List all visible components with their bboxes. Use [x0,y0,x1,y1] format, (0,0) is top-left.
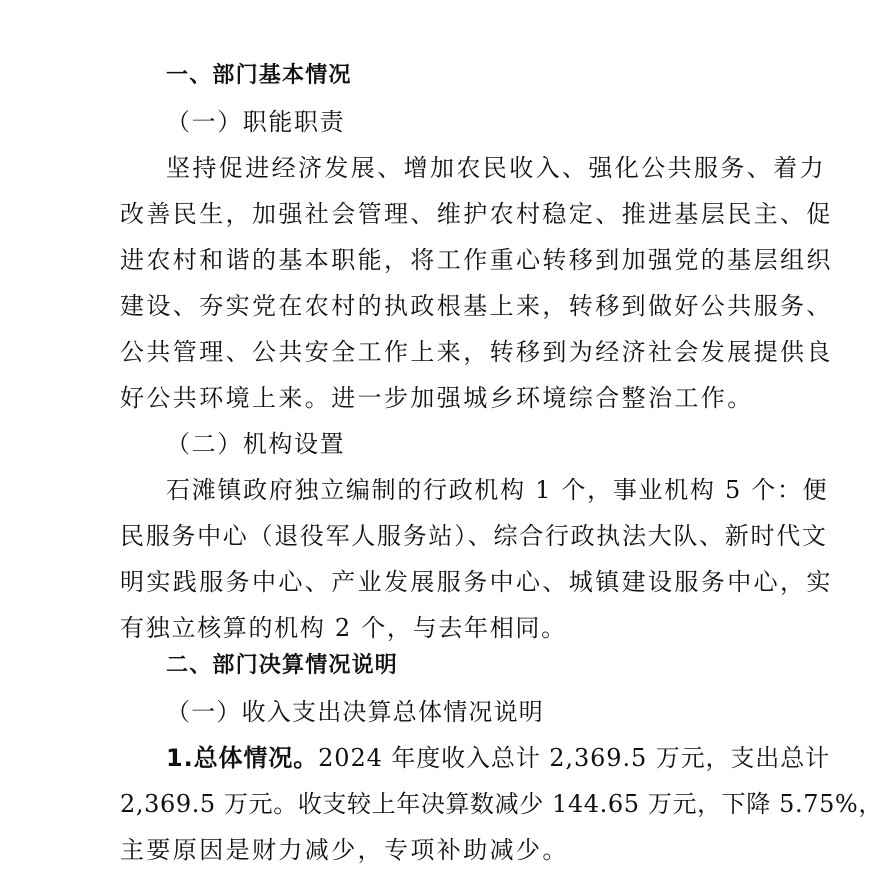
paragraph-line: 好公共环境上来。进一步加强城乡环境综合整治工作。 [120,384,754,412]
overview-lead-label: 1.总体情况。 [166,744,319,772]
subsection-heading-functions: （一）职能职责 [166,108,346,136]
paragraph-line: 进农村和谐的基本职能，将工作重心转移到加强党的基层组织 [120,246,833,274]
paragraph-line: 2,369.5 万元。收支较上年决算数减少 144.65 万元，下降 5.75%， [120,790,883,818]
paragraph-line: 建设、夯实党在农村的执政根基上来，转移到做好公共服务、 [120,292,833,320]
paragraph-line: 公共管理、公共安全工作上来，转移到为经济社会发展提供良 [120,338,833,366]
section-heading-final-accounts: 二、部门决算情况说明 [166,653,399,678]
paragraph-line: 改善民生，加强社会管理、维护农村稳定、推进基层民主、促 [120,200,833,228]
section-heading-basic-info: 一、部门基本情况 [166,63,352,88]
paragraph-line: 主要原因是财力减少，专项补助减少。 [120,836,569,864]
paragraph-line: 民服务中心（退役军人服务站）、综合行政执法大队、新时代文 [120,522,828,550]
paragraph-line: 石滩镇政府独立编制的行政机构 1 个，事业机构 5 个：便 [166,476,829,504]
paragraph-line: 坚持促进经济发展、增加农民收入、强化公共服务、着力 [166,154,826,182]
overview-lead-text: 2024 年度收入总计 2,369.5 万元，支出总计 [318,744,830,772]
subsection-heading-overall-accounts: （一）收入支出决算总体情况说明 [166,698,544,726]
paragraph-line: 明实践服务中心、产业发展服务中心、城镇建设服务中心，实 [120,568,833,596]
subsection-heading-organization: （二）机构设置 [166,430,346,458]
paragraph-line: 有独立核算的机构 2 个，与去年相同。 [120,614,567,642]
paragraph-line-overview [166,735,830,781]
